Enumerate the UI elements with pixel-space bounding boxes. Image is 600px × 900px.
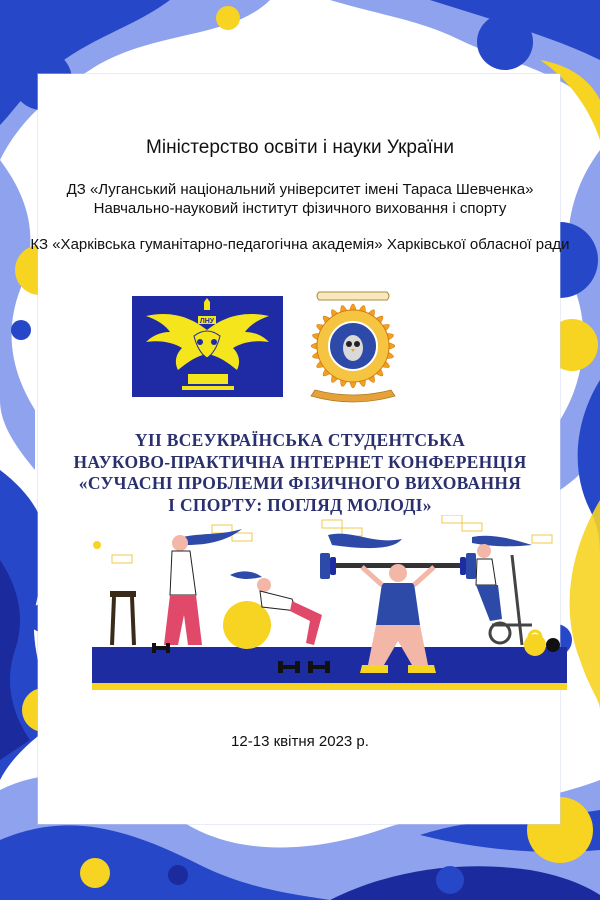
institute-name: Навчально-науковий інститут фізичного виховання і спорту: [93, 200, 507, 217]
lnu-eagle-logo-icon: [132, 296, 283, 397]
conference-title-line: НАУКОВО-ПРАКТИЧНА ІНТЕРНЕТ КОНФЕРЕНЦІЯ: [73, 451, 527, 472]
university-name: ДЗ «Луганський національний університет імені Тараса Шевченка»: [66, 181, 534, 198]
conference-title-line: І СПОРТУ: ПОГЛЯД МОЛОДІ»: [168, 494, 432, 515]
conference-title-line: «СУЧАСНІ ПРОБЛЕМИ ФІЗИЧНОГО ВИХОВАННЯ: [78, 473, 522, 493]
lnu-logo-text: ЛНУ: [199, 318, 215, 325]
conference-title-line: YII ВСЕУКРАЇНСЬКА СТУДЕНТСЬКА: [134, 430, 466, 450]
academy-name: КЗ «Харківська гуманітарно-педагогічна академія» Харківської обласної ради: [30, 236, 570, 253]
academy-sun-owl-emblem-icon: [291, 286, 415, 406]
ministry-title: Міністерство освіти і науки України: [146, 137, 454, 158]
fitness-people-illustration-icon: [92, 515, 567, 690]
conference-date: 12-13 квітня 2023 р.: [231, 733, 369, 750]
conference-title: [0, 430, 600, 516]
